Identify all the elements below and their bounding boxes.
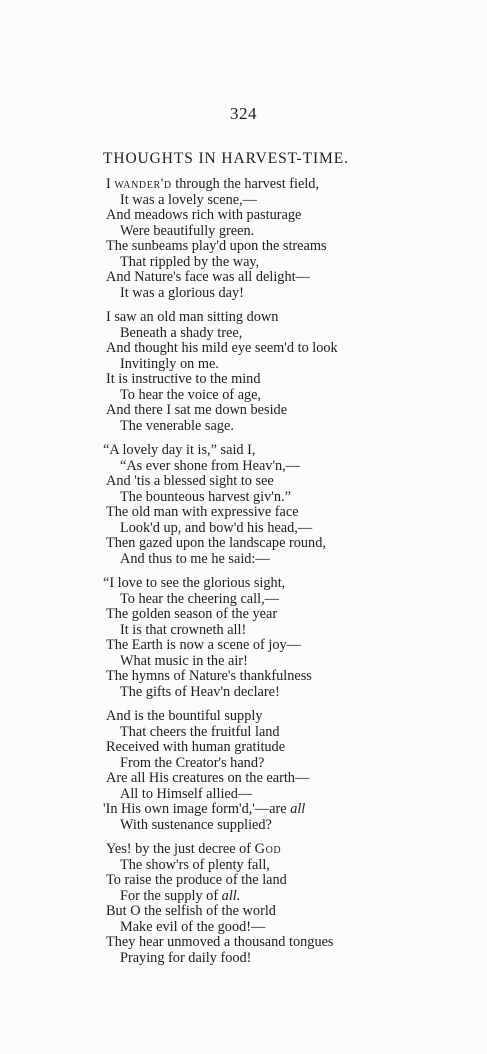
poem-line [106, 725, 476, 741]
stanza [106, 177, 476, 301]
line-text: Look'd up, and bow'd his head,— [120, 519, 313, 536]
poem-line [106, 536, 476, 552]
stanza [106, 842, 476, 966]
poem-line [106, 740, 476, 756]
line-text: through the harvest field, [171, 176, 320, 192]
line-text: “A lovely day it is,” said I, [103, 442, 256, 458]
poem-line [106, 403, 476, 419]
poem-line [106, 709, 476, 725]
line-text: The Earth is now a scene of joy— [106, 637, 301, 653]
line-italic: all [290, 801, 306, 817]
poem-line [106, 920, 476, 936]
poem-line [106, 951, 476, 967]
poem-line [106, 459, 476, 475]
page-number: 324 [230, 104, 257, 123]
line-text: They hear unmoved a thousand tongues [106, 934, 334, 950]
line-text: “As ever shone from Heav'n,— [120, 457, 301, 474]
poem-line [106, 388, 476, 404]
line-text: The golden season of the year [106, 606, 278, 622]
line-text: Were beautifully green. [120, 222, 255, 239]
poem-line [106, 505, 476, 521]
poem-line [106, 685, 476, 701]
line-text: But O the selfish of the world [106, 903, 276, 919]
poem-line [106, 669, 476, 685]
poem-line [106, 904, 476, 920]
line-text: Are all His creatures on the earth— [106, 770, 310, 786]
line-text: Then gazed upon the landscape round, [106, 535, 326, 551]
poem-line [106, 623, 476, 639]
line-text: And thus to me he said:— [120, 550, 270, 567]
line-text: And 'tis a blessed sight to see [106, 473, 274, 489]
line-text: Make evil of the good!— [120, 918, 266, 935]
line-text: “I love to see the glorious sight, [103, 575, 286, 591]
line-text: Received with human gratitude [106, 739, 286, 755]
poem-line [106, 224, 476, 240]
line-text: And thought his mild eye seem'd to look [106, 340, 338, 356]
line-text: For the supply of [120, 887, 222, 904]
line-text: The sunbeams play'd upon the streams [106, 238, 327, 254]
line-text: With sustenance supplied? [120, 816, 272, 833]
line-text: And there I sat me down beside [106, 402, 288, 418]
poem-line [106, 177, 476, 193]
poem-line [106, 286, 476, 302]
poem-body [103, 176, 476, 975]
poem-line [106, 607, 476, 623]
line-text: The gifts of Heav'n declare! [120, 683, 280, 700]
line-text: Invitingly on me. [120, 355, 219, 372]
poem-line [106, 787, 476, 803]
line-italic: all. [221, 887, 241, 904]
poem-line [106, 239, 476, 255]
poem-line [106, 638, 476, 654]
line-text: The hymns of Nature's thankfulness [106, 668, 312, 684]
line-text: All to Himself allied— [120, 785, 253, 802]
poem-line [106, 771, 476, 787]
poem-line [106, 935, 476, 951]
poem-line [103, 802, 476, 818]
stanza [103, 442, 476, 567]
poem-line [106, 310, 476, 326]
poem-line [106, 858, 476, 874]
line-smallcaps: God [254, 841, 282, 857]
line-text: To hear the cheering call,— [120, 590, 279, 607]
line-lead: I [106, 176, 115, 192]
line-text: It is that crowneth all! [120, 621, 247, 638]
line-text: 'In His own image form'd,'—are [103, 801, 291, 817]
poem-line [106, 654, 476, 670]
line-text: What music in the air! [120, 652, 248, 669]
line-text: The venerable sage. [120, 417, 234, 434]
line-text: That rippled by the way, [120, 253, 260, 270]
line-text: The bounteous harvest giv'n.” [120, 488, 291, 505]
line-text: The old man with expressive face [106, 504, 299, 520]
poem-line [106, 419, 476, 435]
stanza [103, 708, 476, 833]
poem-line [106, 818, 476, 834]
poem-line [106, 552, 476, 568]
line-text: To hear the voice of age, [120, 386, 262, 403]
line-text: It is instructive to the mind [106, 371, 261, 387]
line-text: Praying for daily food! [120, 949, 252, 966]
poem-line [106, 756, 476, 772]
line-text: That cheers the fruitful land [120, 723, 280, 740]
poem-line [106, 873, 476, 889]
poem-line [106, 490, 476, 506]
line-text: And is the bountiful supply [106, 708, 263, 724]
poem-line [106, 521, 476, 537]
poem-line [106, 372, 476, 388]
poem-line [103, 443, 476, 459]
poem-line [106, 357, 476, 373]
poem-line [106, 889, 476, 905]
poem-line [103, 576, 476, 592]
poem-title: THOUGHTS IN HARVEST-TIME. [103, 150, 349, 167]
stanza [103, 575, 476, 700]
line-text: It was a glorious day! [120, 284, 244, 301]
line-text: And Nature's face was all delight— [106, 269, 310, 285]
poem-line [106, 592, 476, 608]
line-smallcaps: wander'd [114, 176, 172, 192]
poem-line [106, 341, 476, 357]
line-text: Yes! by the just decree of [106, 841, 255, 857]
line-text: The show'rs of plenty fall, [120, 856, 270, 873]
line-text: To raise the produce of the land [106, 872, 287, 888]
line-text: Beneath a shady tree, [120, 324, 243, 341]
poem-line [106, 842, 476, 858]
line-text: From the Creator's hand? [120, 754, 265, 771]
poem-line [106, 326, 476, 342]
poem-line [106, 208, 476, 224]
line-text: I saw an old man sitting down [106, 309, 279, 325]
stanza [106, 310, 476, 434]
line-text: And meadows rich with pasturage [106, 207, 302, 223]
poem-line [106, 255, 476, 271]
poem-line [106, 474, 476, 490]
line-text: It was a lovely scene,— [120, 191, 257, 208]
poem-line [106, 270, 476, 286]
poem-line [106, 193, 476, 209]
